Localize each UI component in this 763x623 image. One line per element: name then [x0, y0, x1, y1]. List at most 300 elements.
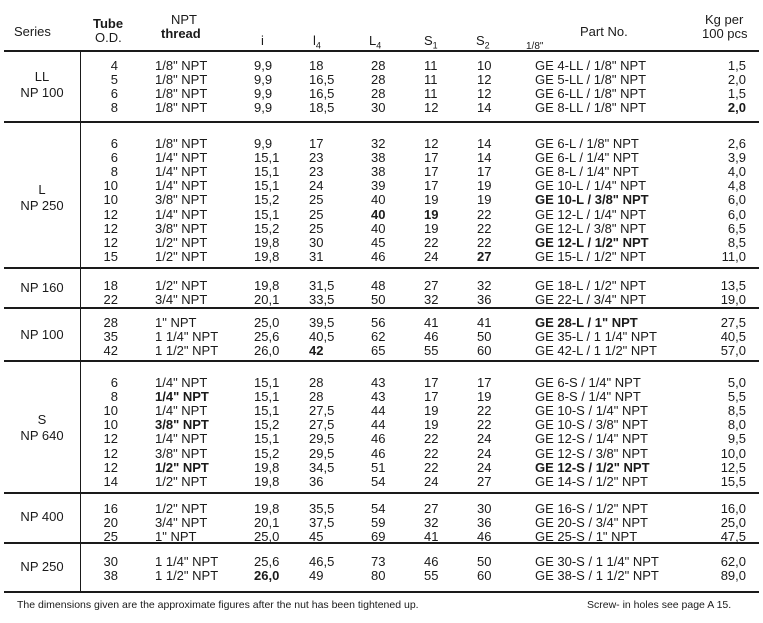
tube-od-cell: 10 [103, 192, 118, 208]
series-label: S [37, 411, 47, 427]
tube-od-cell: 14 [103, 473, 118, 489]
tube-od-cell: 28 [103, 315, 118, 330]
l4-cell: 34,5 [309, 459, 335, 475]
weight-cell: 6,0 [727, 192, 746, 208]
tube-od-cell: 30 [103, 554, 118, 569]
s2-cell: 14 [477, 150, 492, 166]
L4-cell: 56 [371, 315, 386, 330]
s2-cell: 22 [477, 206, 492, 222]
tube-od-cell: 12 [103, 459, 118, 475]
s1-cell: 24 [424, 248, 439, 264]
l4-cell: 42 [309, 343, 324, 359]
tube-od-cell: 12 [103, 445, 118, 461]
series-label: NP 400 [20, 509, 64, 524]
s1-cell: 17 [424, 164, 439, 180]
s1-cell: 12 [424, 100, 439, 116]
s1-cell: 12 [424, 136, 439, 151]
weight-cell: 8,5 [727, 403, 746, 419]
l4-cell: 16,5 [309, 72, 335, 88]
i-cell: 15,1 [254, 375, 280, 390]
L4-cell: 30 [371, 100, 386, 116]
i-cell: 25,6 [254, 329, 280, 345]
l4-cell: 23 [309, 150, 324, 166]
L4-cell: 40 [371, 192, 386, 208]
l4-cell: 23 [309, 164, 324, 180]
part-number-cell: GE 42-L / 1 1/2" NPT [535, 343, 657, 359]
s2-cell: 12 [477, 72, 492, 88]
weight-cell: 57,0 [720, 343, 746, 359]
part-number-cell: GE 14-S / 1/2" NPT [535, 473, 648, 489]
weight-cell: 4,8 [727, 178, 746, 194]
L4-cell: 69 [371, 529, 386, 545]
s1-cell: 41 [424, 529, 439, 545]
l4-cell: 28 [309, 375, 324, 390]
part-number-cell: GE 12-S / 3/8" NPT [535, 445, 648, 461]
header-L4: $L_4$ [369, 33, 382, 51]
npt-thread-cell: 1/2" NPT [155, 501, 208, 516]
l4-cell: 25 [309, 192, 324, 208]
tube-od-cell: 18 [103, 278, 118, 293]
i-cell: 9,9 [254, 136, 273, 151]
s2-cell: 17 [477, 164, 492, 180]
tube-od-cell: 10 [103, 178, 118, 194]
l4-cell: 31,5 [309, 278, 335, 293]
s2-cell: 22 [477, 234, 492, 250]
header-npt-line1: NPT [171, 12, 197, 27]
s2-cell: 22 [477, 403, 492, 419]
l4-cell: 45 [309, 529, 324, 545]
part-number-cell: GE 8-L / 1/4" NPT [535, 164, 639, 180]
npt-thread-cell: 1/8" NPT [155, 136, 208, 151]
i-cell: 19,8 [254, 473, 280, 489]
series-label: L [38, 182, 46, 197]
l4-cell: 24 [309, 178, 324, 194]
i-cell: 9,9 [254, 72, 273, 88]
weight-cell: 27,5 [720, 315, 746, 330]
part-number-cell: GE 6-L / 1/8" NPT [535, 136, 639, 151]
L4-cell: 38 [371, 150, 386, 166]
s1-cell: 41 [424, 315, 439, 330]
s2-cell: 27 [477, 248, 492, 264]
tube-od-cell: 16 [103, 501, 118, 516]
L4-cell: 50 [371, 292, 386, 308]
s2-cell: 22 [477, 220, 492, 236]
L4-cell: 46 [371, 431, 386, 447]
s1-cell: 17 [424, 178, 439, 194]
L4-cell: 43 [371, 375, 386, 390]
weight-cell: 4,0 [727, 164, 746, 180]
npt-thread-cell: 1/8" NPT [155, 58, 208, 73]
s1-cell: 11 [424, 58, 438, 73]
header-i: i [261, 33, 264, 48]
weight-cell: 19,0 [720, 292, 746, 308]
l4-cell: 33,5 [309, 292, 335, 308]
tube-od-cell: 38 [103, 568, 118, 584]
header-kg-line1: Kg per [705, 12, 744, 27]
L4-cell: 80 [371, 568, 386, 584]
s1-cell: 19 [424, 206, 439, 222]
part-number-cell: GE 5-LL / 1/8" NPT [535, 72, 647, 88]
part-number-cell: GE 28-L / 1" NPT [535, 315, 638, 330]
npt-thread-cell: 1/4" NPT [155, 375, 208, 390]
s1-cell: 27 [424, 501, 439, 516]
weight-cell: 9,5 [727, 431, 746, 447]
s2-cell: 19 [477, 192, 492, 208]
l4-cell: 37,5 [309, 515, 335, 531]
tube-od-cell: 20 [103, 515, 118, 531]
npt-thread-cell: 1 1/4" NPT [155, 554, 219, 569]
weight-cell: 13,5 [720, 278, 746, 293]
s1-cell: 32 [424, 292, 439, 308]
L4-cell: 46 [371, 248, 386, 264]
npt-thread-cell: 1 1/4" NPT [155, 329, 219, 345]
i-cell: 15,2 [254, 417, 280, 433]
L4-cell: 51 [371, 459, 386, 475]
part-number-cell: GE 22-L / 3/4" NPT [535, 292, 647, 308]
s1-cell: 22 [424, 459, 439, 475]
s2-cell: 14 [477, 136, 492, 151]
tube-od-cell: 6 [110, 136, 118, 151]
tube-od-cell: 4 [110, 58, 118, 73]
tube-od-cell: 42 [103, 343, 118, 359]
s1-cell: 19 [424, 192, 439, 208]
l4-cell: 35,5 [309, 501, 335, 516]
npt-thread-cell: 1/4" NPT [155, 178, 208, 194]
l4-cell: 25 [309, 206, 324, 222]
tube-od-cell: 12 [103, 234, 118, 250]
part-number-cell: GE 8-LL / 1/8" NPT [535, 100, 647, 116]
npt-thread-cell: 3/8" NPT [155, 192, 208, 208]
npt-thread-cell: 1 1/2" NPT [155, 568, 219, 584]
l4-cell: 16,5 [309, 86, 335, 102]
L4-cell: 46 [371, 445, 386, 461]
s1-cell: 19 [424, 403, 439, 419]
group-divider [4, 492, 759, 494]
i-cell: 25,0 [254, 315, 280, 330]
tube-od-cell: 6 [110, 86, 118, 102]
series-label: NP 250 [20, 559, 64, 574]
part-number-cell: GE 12-L / 1/2" NPT [535, 234, 649, 250]
l4-cell: 36 [309, 473, 324, 489]
l4-cell: 18 [309, 58, 324, 73]
s1-cell: 17 [424, 389, 439, 405]
s2-cell: 12 [477, 86, 492, 102]
group-divider [4, 360, 759, 362]
i-cell: 19,8 [254, 248, 280, 264]
part-number-cell: GE 15-L / 1/2" NPT [535, 248, 647, 264]
s1-cell: 32 [424, 515, 439, 531]
i-cell: 19,8 [254, 278, 280, 293]
s2-cell: 24 [477, 459, 492, 475]
part-number-cell: GE 12-L / 3/8" NPT [535, 220, 647, 236]
L4-cell: 54 [371, 501, 386, 516]
L4-cell: 28 [371, 86, 386, 102]
npt-thread-cell: 1/4" NPT [155, 150, 208, 166]
npt-thread-cell: 1" NPT [155, 315, 197, 330]
s2-cell: 60 [477, 343, 492, 359]
s2-cell: 46 [477, 529, 492, 545]
i-cell: 19,8 [254, 501, 280, 516]
i-cell: 15,1 [254, 150, 280, 166]
weight-cell: 11,0 [721, 248, 746, 264]
npt-thread-cell: 1" NPT [155, 529, 197, 545]
tube-od-cell: 12 [103, 431, 118, 447]
s2-cell: 60 [477, 568, 492, 584]
weight-cell: 1,5 [727, 86, 746, 102]
L4-cell: 40 [371, 220, 386, 236]
npt-thread-cell: 1/4" NPT [155, 164, 208, 180]
tube-od-cell: 12 [103, 220, 118, 236]
npt-thread-cell: 1/4" NPT [155, 403, 208, 419]
i-cell: 15,2 [254, 192, 280, 208]
npt-thread-cell: 1/2" NPT [155, 278, 208, 293]
L4-cell: 73 [371, 554, 386, 569]
tube-od-cell: 8 [110, 164, 118, 180]
tube-od-cell: 12 [103, 206, 118, 222]
s2-cell: 27 [477, 473, 492, 489]
s2-cell: 19 [477, 389, 492, 405]
s2-cell: 30 [477, 501, 492, 516]
part-number-cell: GE 30-S / 1 1/4" NPT [535, 554, 659, 569]
part-number-cell: GE 8-S / 1/4" NPT [535, 389, 641, 405]
i-cell: 15,1 [254, 389, 280, 405]
L4-cell: 48 [371, 278, 386, 293]
part-number-cell: GE 10-L / 1/4" NPT [535, 178, 647, 194]
npt-thread-cell: 1/2" NPT [155, 234, 208, 250]
part-number-cell: GE 12-L / 1/4" NPT [535, 206, 647, 222]
npt-thread-cell: 3/4" NPT [155, 292, 208, 308]
tube-od-cell: 25 [103, 529, 118, 545]
L4-cell: 54 [371, 473, 386, 489]
npt-thread-cell: 3/8" NPT [155, 220, 208, 236]
npt-thread-cell: 1/2" NPT [155, 473, 208, 489]
l4-cell: 49 [309, 568, 324, 584]
header-tube-od-line1: Tube [93, 16, 124, 31]
part-number-cell: GE 10-S / 1/4" NPT [535, 403, 648, 419]
i-cell: 26,0 [254, 568, 280, 584]
weight-cell: 1,5 [727, 58, 746, 73]
i-cell: 9,9 [254, 58, 273, 73]
part-number-cell: GE 10-L / 3/8" NPT [535, 192, 649, 208]
part-number-cell: GE 4-LL / 1/8" NPT [535, 58, 647, 73]
npt-thread-cell: 1/2" NPT [155, 459, 209, 475]
i-cell: 9,9 [254, 86, 273, 102]
L4-cell: 43 [371, 389, 386, 405]
header-s2: $S_2$ [476, 33, 490, 51]
s2-cell: 19 [477, 178, 492, 194]
L4-cell: 40 [371, 206, 386, 222]
i-cell: 15,1 [254, 431, 280, 447]
s2-cell: 17 [477, 375, 492, 390]
L4-cell: 59 [371, 515, 386, 531]
weight-cell: 5,0 [727, 375, 746, 390]
npt-thread-cell: 1/8" NPT [155, 100, 208, 116]
i-cell: 15,1 [254, 178, 280, 194]
s2-cell: 50 [477, 329, 492, 345]
npt-thread-cell: 3/8" NPT [155, 445, 208, 461]
i-cell: 15,1 [254, 403, 280, 419]
tube-od-cell: 6 [110, 150, 118, 166]
L4-cell: 32 [371, 136, 386, 151]
tube-od-cell: 8 [110, 389, 118, 405]
npt-thread-cell: 1/4" NPT [155, 389, 209, 405]
series-label: NP 160 [20, 279, 64, 295]
l4-cell: 29,5 [309, 431, 335, 447]
weight-cell: 10,0 [720, 445, 746, 461]
l4-cell: 40,5 [309, 329, 335, 345]
l4-cell: 27,5 [309, 403, 335, 419]
i-cell: 15,1 [254, 164, 280, 180]
npt-thread-cell: 3/8" NPT [155, 417, 209, 433]
weight-cell: 2,0 [727, 100, 746, 116]
l4-cell: 17 [309, 136, 324, 151]
header-kg-line2: 100 pcs [702, 26, 748, 41]
part-number-cell: GE 12-S / 1/4" NPT [535, 431, 648, 447]
L4-cell: 45 [371, 234, 386, 250]
weight-cell: 8,0 [727, 417, 746, 433]
weight-cell: 47,5 [720, 529, 746, 545]
footer-reference: Screw- in holes see page A 15. [587, 599, 732, 611]
s1-cell: 19 [424, 417, 439, 433]
L4-cell: 39 [371, 178, 386, 194]
series-label: NP 100 [20, 84, 64, 100]
part-number-cell: GE 25-S / 1" NPT [535, 529, 638, 545]
s1-cell: 27 [424, 278, 439, 293]
s2-cell: 36 [477, 292, 492, 308]
header-tube-od-line2: O.D. [95, 30, 122, 45]
npt-thread-cell: 1/8" NPT [155, 86, 208, 102]
part-number-cell: GE 16-S / 1/2" NPT [535, 501, 648, 516]
part-number-cell: GE 18-L / 1/2" NPT [535, 278, 647, 293]
series-column-divider [80, 50, 81, 591]
weight-cell: 3,9 [727, 150, 746, 166]
tube-od-cell: 8 [110, 100, 118, 116]
l4-cell: 28 [309, 389, 324, 405]
weight-cell: 40,5 [720, 329, 746, 345]
group-divider [4, 591, 759, 593]
s1-cell: 22 [424, 445, 439, 461]
part-number-cell: GE 12-S / 1/2" NPT [535, 459, 650, 475]
part-number-cell: GE 6-L / 1/4" NPT [535, 150, 639, 166]
s1-cell: 11 [424, 86, 438, 102]
L4-cell: 44 [371, 417, 386, 433]
l4-cell: 29,5 [309, 445, 335, 461]
weight-cell: 62,0 [720, 554, 746, 569]
tube-od-cell: 6 [110, 375, 118, 390]
i-cell: 19,8 [254, 459, 280, 475]
weight-cell: 5,5 [727, 389, 746, 405]
weight-cell: 15,5 [720, 473, 746, 489]
part-number-cell: GE 6-S / 1/4" NPT [535, 375, 641, 390]
header-rule [4, 50, 759, 52]
npt-thread-cell: 3/4" NPT [155, 515, 208, 531]
s2-cell: 50 [477, 554, 492, 569]
s1-cell: 46 [424, 329, 439, 345]
part-number-cell: GE 20-S / 3/4" NPT [535, 515, 648, 531]
i-cell: 26,0 [254, 343, 280, 359]
s1-cell: 19 [424, 220, 439, 236]
s2-cell: 10 [477, 58, 492, 73]
series-label: NP 250 [20, 198, 64, 213]
tube-od-cell: 10 [103, 417, 118, 433]
group-divider [4, 121, 759, 123]
part-number-cell: GE 35-L / 1 1/4" NPT [535, 329, 657, 345]
i-cell: 20,1 [254, 292, 280, 308]
s1-cell: 55 [424, 343, 439, 359]
part-number-cell: GE 38-S / 1 1/2" NPT [535, 568, 659, 584]
header-l4: $l_4$ [313, 33, 321, 51]
s1-cell: 11 [424, 72, 438, 88]
npt-thread-cell: 1/4" NPT [155, 431, 208, 447]
tube-od-cell: 15 [103, 248, 118, 264]
weight-cell: 8,5 [727, 234, 746, 250]
s1-cell: 55 [424, 568, 439, 584]
l4-cell: 30 [309, 234, 324, 250]
s2-cell: 32 [477, 278, 492, 293]
series-label: LL [34, 68, 50, 84]
l4-cell: 31 [309, 248, 324, 264]
header-s1: $S_1$ [424, 33, 438, 51]
tube-od-cell: 22 [103, 292, 118, 308]
series-label: NP 100 [20, 326, 64, 342]
s2-cell: 36 [477, 515, 492, 531]
l4-cell: 39,5 [309, 315, 335, 330]
series-label: NP 640 [20, 427, 64, 443]
npt-thread-cell: 1/4" NPT [155, 206, 208, 222]
part-number-cell: GE 6-LL / 1/8" NPT [535, 86, 647, 102]
weight-cell: 6,5 [727, 220, 746, 236]
s1-cell: 24 [424, 473, 439, 489]
i-cell: 25,0 [254, 529, 280, 545]
L4-cell: 65 [371, 343, 386, 359]
s1-cell: 46 [424, 554, 439, 569]
s2-cell: 24 [477, 431, 492, 447]
L4-cell: 28 [371, 58, 386, 73]
i-cell: 15,1 [254, 206, 280, 222]
i-cell: 19,8 [254, 234, 280, 250]
s1-cell: 22 [424, 234, 439, 250]
group-divider [4, 267, 759, 269]
s2-cell: 41 [477, 315, 492, 330]
header-eighth: 1/8" [526, 41, 544, 52]
tube-od-cell: 10 [103, 403, 118, 419]
i-cell: 15,2 [254, 220, 280, 236]
l4-cell: 25 [309, 220, 324, 236]
L4-cell: 38 [371, 164, 386, 180]
tube-od-cell: 5 [110, 72, 118, 88]
header-npt-line2: thread [161, 26, 201, 41]
l4-cell: 46,5 [309, 554, 335, 569]
l4-cell: 27,5 [309, 417, 335, 433]
i-cell: 9,9 [254, 100, 273, 116]
L4-cell: 44 [371, 403, 386, 419]
weight-cell: 89,0 [720, 568, 746, 584]
weight-cell: 25,0 [720, 515, 746, 531]
npt-thread-cell: 1/8" NPT [155, 72, 208, 88]
header-part-no: Part No. [580, 24, 628, 39]
footer-note: The dimensions given are the approximate figures after the nut has been tightened up. [17, 599, 419, 611]
header-series: Series [14, 24, 51, 39]
weight-cell: 6,0 [727, 206, 746, 222]
weight-cell: 12,5 [720, 459, 746, 475]
s1-cell: 17 [424, 150, 439, 166]
s2-cell: 22 [477, 417, 492, 433]
L4-cell: 62 [371, 329, 386, 345]
s2-cell: 14 [477, 100, 492, 116]
npt-thread-cell: 1/2" NPT [155, 248, 208, 264]
s1-cell: 22 [424, 431, 439, 447]
i-cell: 15,2 [254, 445, 280, 461]
